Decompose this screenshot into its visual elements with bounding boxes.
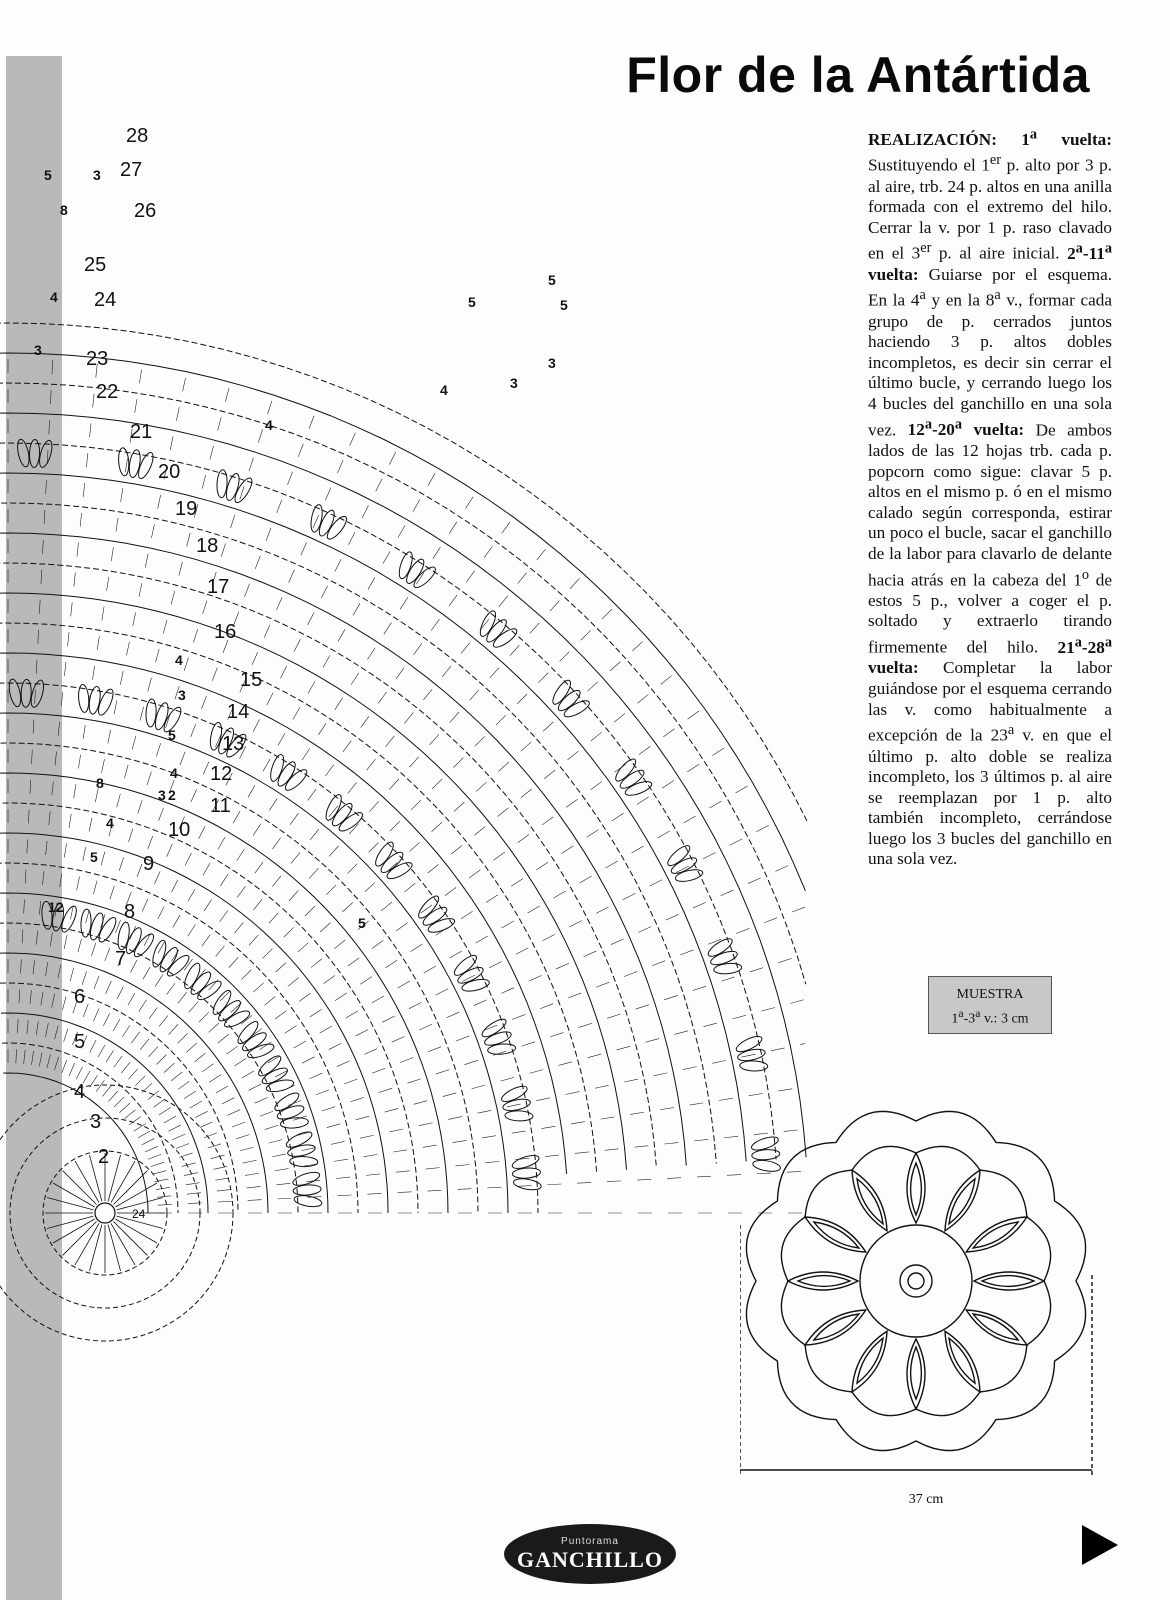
chart-leaf-stitch <box>665 843 693 869</box>
chart-stitch-ray <box>90 492 477 1087</box>
chart-stitch <box>47 1197 93 1209</box>
chart-leaf-stitch <box>150 939 168 969</box>
chart-leaf-stitch <box>96 687 116 717</box>
logo-subtitle: Puntorama <box>561 1535 619 1547</box>
chart-leaf-stitch <box>87 686 102 715</box>
stitch-count: 4 <box>170 765 178 781</box>
center-ring <box>900 1265 932 1297</box>
stitch-count: 3 <box>548 355 556 371</box>
round-number: 23 <box>86 348 109 370</box>
round-1-heading: REALIZACIÓN: 1 <box>868 129 1030 149</box>
chart-round-arc <box>0 353 805 891</box>
chart-leaf-stitch <box>96 915 119 944</box>
chart-stitch <box>53 1219 95 1243</box>
next-page-arrow-icon[interactable] <box>1082 1525 1118 1565</box>
chart-leaf-stitch <box>740 1060 768 1071</box>
round-3-heading: 12$^a$-20$^a$ vuelta: <box>907 416 1025 440</box>
chart-leaf-stitch <box>195 978 224 1003</box>
chart-leaf-stitch <box>329 801 355 829</box>
stitch-count: 12 <box>48 899 64 915</box>
stitch-count: 5 <box>560 297 568 313</box>
stitch-count: 5 <box>358 915 366 931</box>
gauge-detail: 1$^a$-3$^a$ v.: 3 cm <box>951 1007 1029 1027</box>
round-number: 19 <box>175 498 198 520</box>
round-number: 2 <box>98 1146 110 1168</box>
chart-leaf-stitch <box>461 977 491 993</box>
chart-stitch <box>75 1161 99 1203</box>
stitch-count: 2 <box>168 787 176 803</box>
round-number: 16 <box>214 621 237 643</box>
chart-leaf-stitch <box>452 952 480 978</box>
chart-stitch-ray <box>145 863 794 1152</box>
round-number: 12 <box>210 763 233 785</box>
round-number: 9 <box>143 853 155 875</box>
round-number: 6 <box>74 986 86 1008</box>
stitch-count: 3 <box>34 342 42 358</box>
chart-leaf-stitch <box>378 849 405 875</box>
round-number: 3 <box>90 1111 102 1133</box>
center-circle <box>860 1225 972 1337</box>
round-number: 11 <box>210 795 231 817</box>
round-number: 5 <box>74 1031 86 1053</box>
chart-leaf-stitch <box>324 514 349 542</box>
chart-stitch-ray <box>125 672 677 1119</box>
chart-stitch-ray <box>155 1044 805 1182</box>
petal-inner <box>982 1276 1034 1287</box>
petal-inner <box>798 1276 850 1287</box>
stitch-count: 4 <box>50 289 58 305</box>
chart-stitch-ray <box>142 823 775 1145</box>
round-number: 28 <box>126 125 149 147</box>
chart-round-arc <box>0 953 268 1213</box>
chart-round-arc <box>0 983 238 1213</box>
chart-stitch-ray <box>153 999 805 1174</box>
round-number: 4 <box>74 1081 86 1103</box>
round-number: 8 <box>124 901 136 923</box>
chart-leaf-stitch <box>188 969 214 997</box>
stitch-count: 5 <box>168 727 176 743</box>
chart-leaf-stitch <box>131 931 156 959</box>
chart-leaf-stitch <box>411 564 438 591</box>
chart-stitch <box>111 1161 135 1203</box>
round-number: 22 <box>96 381 119 403</box>
chart-leaf-stitch <box>265 1078 295 1094</box>
chart-stitch <box>63 1171 97 1205</box>
chart-stitch <box>47 1216 93 1228</box>
chart-stitch <box>115 1219 157 1243</box>
page-title: Flor de la Antártida <box>626 47 1090 103</box>
stitch-count: 3 <box>158 787 166 803</box>
stitch-count: 5 <box>90 849 98 865</box>
chart-leaf-stitch <box>210 988 234 1017</box>
stitch-count: 5 <box>548 272 556 288</box>
round-number: 17 <box>207 576 230 598</box>
round-number: 25 <box>84 254 107 276</box>
chart-stitch-ray <box>151 954 805 1167</box>
chart-stitch-ray <box>69 427 358 1076</box>
round-number: 24 <box>132 1207 146 1221</box>
chart-stitch <box>113 1171 147 1205</box>
round-number: 15 <box>240 669 263 691</box>
chart-stitch-ray <box>138 783 753 1138</box>
chart-round-arc <box>0 833 388 1213</box>
chart-leaf-stitch <box>136 451 156 481</box>
chart-leaf-stitch <box>337 810 366 835</box>
round-4-heading: 21$^a$-28$^a$ vuelta: <box>868 634 1112 678</box>
chart-stitch <box>53 1183 95 1207</box>
chart-round-arc <box>0 563 656 1168</box>
round-number: 10 <box>168 819 191 841</box>
chart-stitch <box>108 1155 120 1201</box>
chart-leaf-stitch <box>216 998 243 1024</box>
chart-round-arc <box>1 1013 208 1213</box>
round-number: 7 <box>115 948 127 970</box>
chart-leaf-stitch <box>505 1110 533 1121</box>
chart-leaf-stitch <box>7 678 23 707</box>
scalloped-inner-edge <box>781 1146 1050 1415</box>
chart-stitch <box>75 1223 99 1265</box>
chart-leaf-stitch <box>674 868 704 884</box>
stitch-count: 4 <box>106 815 114 831</box>
chart-leaf-stitch <box>373 840 397 869</box>
doily-layout-diagram <box>740 1105 1110 1495</box>
chart-leaf-stitch <box>268 753 286 783</box>
chart-leaf-stitch <box>282 767 309 794</box>
petal-inner <box>911 1347 922 1399</box>
petal-group <box>788 1153 1044 1409</box>
round-number: 27 <box>120 159 143 181</box>
stitch-count: 3 <box>93 167 101 183</box>
chart-stitch <box>63 1221 97 1255</box>
chart-stitch-ray <box>47 382 231 1068</box>
chart-stitch-ray <box>76 447 398 1080</box>
chart-leaf-stitch <box>397 550 415 580</box>
chart-round-arc <box>0 743 478 1213</box>
stitch-count: 5 <box>44 167 52 183</box>
stitch-count: 4 <box>265 417 273 433</box>
chart-stitch <box>108 1225 120 1271</box>
logo-title: GANCHILLO <box>517 1546 663 1572</box>
round-number: 21 <box>130 421 153 443</box>
chart-leaf-stitch <box>235 1019 261 1047</box>
petal-inner <box>911 1163 922 1215</box>
stitch-count: 5 <box>468 294 476 310</box>
round-number: 24 <box>94 289 117 311</box>
publisher-logo <box>504 1524 676 1584</box>
chart-leaf-stitch <box>427 916 457 935</box>
round-number: 14 <box>227 701 250 723</box>
stitch-count: 4 <box>175 652 183 668</box>
chart-stitch <box>115 1183 157 1207</box>
chart-round-arc <box>0 413 806 1157</box>
chart-round-arc <box>0 383 806 984</box>
chart-leaf-stitch <box>16 438 32 467</box>
chart-leaf-stitch <box>556 687 583 713</box>
instructions-text: REALIZACIÓN: 1$^a$ vuelta: Sustituyendo el 1er p. alto por 3 p. al aire, trb. 24 p. altos en una anilla formada con el extremo del hilo. Cerrar la v. por 1 p. raso clavado en el 3er p. al aire inicial. 2$^a$-11$^a$ vuelta: Guiarse por el esquema. En la 4$^a$ y en la 8$^a$ v., formar cada grupo de p. cerrados juntos haciendo 3 p. altos dobles incompletos, es decir sin cerrar el último bucle, y cerrando luego los 4 bucles del ganchillo en una sola vez. 12$^a$-20$^a$ vuelta: De ambos lados de las 12 hojas trb. cada p. popcorn como sigue: clavar 5 p. altos en el mismo p. ó en el mismo calado según corresponda, estirar un poco el bucle, sacar el ganchillo de la labor para clavarlo de delante hacia atrás en la cabeza del 1$^o$ de estos 5 p., volver a coger el p. soltado y extraerlo tirando firmemente del hilo. 21$^a$-28$^a$ vuelta: Completar la labor guiándose por el esquema cerrando las v. como habitualmente a excepción de la 23$^a$ v. en que el último p. alto doble se realiza incompleto, los 3 últimos p. al aire se reemplazan por 1 p. alto también incompleto, cerrándose luego los 3 bucles del ganchillo en una sola vez. <box>868 126 1113 869</box>
center-dot <box>908 1273 924 1289</box>
chart-stitch-ray <box>114 605 616 1107</box>
chart-round-arc <box>0 533 686 1166</box>
chart-leaf-stitch <box>550 678 574 707</box>
round-2-heading: 2$^a$-11$^a$ vuelta: <box>868 240 1112 284</box>
stitch-count: 8 <box>60 202 68 218</box>
chart-leaf-stitch <box>416 893 442 921</box>
chart-stitch-ray <box>157 1129 805 1197</box>
chart-leaf-stitch <box>118 447 130 476</box>
chart-leaf-stitch <box>491 626 520 651</box>
chart-stitch-ray <box>96 517 513 1091</box>
chart-leaf-stitch <box>613 756 639 784</box>
round-number: 18 <box>196 535 219 557</box>
stitch-count: 8 <box>96 775 104 791</box>
chart-round-arc <box>0 593 626 1170</box>
crochet-chart <box>0 56 820 1556</box>
chart-stitch-ray <box>148 907 805 1159</box>
chart-stitch <box>113 1221 147 1255</box>
chart-stitch <box>89 1225 101 1271</box>
dimension-label: 37 cm <box>908 1492 944 1507</box>
chart-stitch-ray <box>158 1171 805 1205</box>
round-number: 13 <box>222 733 245 755</box>
chart-stitch-ray <box>16 354 53 1063</box>
stitch-count: 3 <box>510 375 518 391</box>
round-number: 26 <box>134 200 157 222</box>
chart-round-arc <box>0 713 508 1213</box>
gauge-box <box>928 976 1052 1034</box>
chart-stitch <box>111 1223 135 1265</box>
round-number: 20 <box>158 461 181 483</box>
chart-stitch-ray <box>156 1087 805 1190</box>
gauge-label: MUESTRA <box>956 987 1024 1002</box>
stitch-count: 3 <box>178 687 186 703</box>
chart-center-ring <box>95 1203 115 1223</box>
chart-leaf-stitch <box>624 779 654 798</box>
stitch-count: 4 <box>440 382 448 398</box>
chart-stitch-ray <box>83 468 438 1083</box>
chart-leaf-stitch <box>246 1041 276 1060</box>
chart-round-arc <box>0 683 538 1213</box>
